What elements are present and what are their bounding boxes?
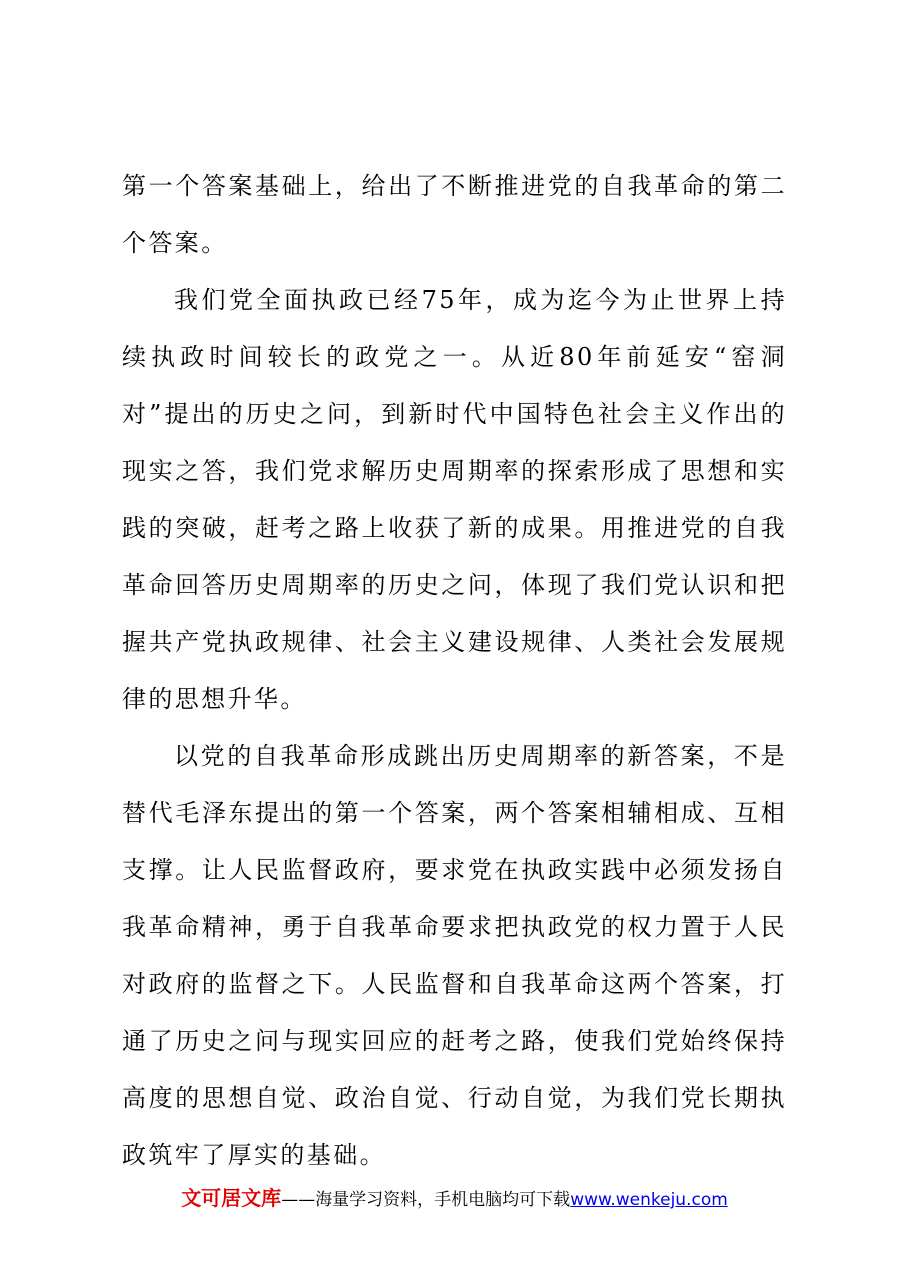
footer-banner — [0, 1182, 909, 1211]
paragraph: 第一个答案基础上，给出了不断推进党的自我革命的第二个答案。 — [122, 172, 787, 257]
footer-site-link[interactable]: www.wenkeju.com — [570, 1190, 728, 1210]
footer-tagline: ——海量学习资料，手机电脑均可下载 — [281, 1190, 571, 1210]
document-body — [122, 158, 787, 1184]
paragraph: 我们党全面执政已经75年，成为迄今为止世界上持续执政时间较长的政党之一。从近80年前延安“窑洞对”提出的历史之问，到新时代中国特色社会主义作出的现实之答，我们党求解历史周期率的探索形成了思想和实践的突破，赶考之路上收获了新的成果。用推进党的自我革命回答历史周期率的历史之问，体现了我们党认识和把握共产党执政规律、社会主义建设规律、人类社会发展规律的思想升华。 — [122, 286, 787, 713]
paragraph: 以党的自我革命形成跳出历史周期率的新答案，不是替代毛泽东提出的第一个答案，两个答案相辅相成、互相支撑。让人民监督政府，要求党在执政实践中必须发扬自我革命精神，勇于自我革命要求把执政党的权力置于人民对政府的监督之下。人民监督和自我革命这两个答案，打通了历史之问与现实回应的赶考之路，使我们党始终保持高度的思想自觉、政治自觉、行动自觉，为我们党长期执政筑牢了厚实的基础。 — [122, 742, 787, 1169]
footer-brand: 文可居文库 — [181, 1186, 282, 1210]
